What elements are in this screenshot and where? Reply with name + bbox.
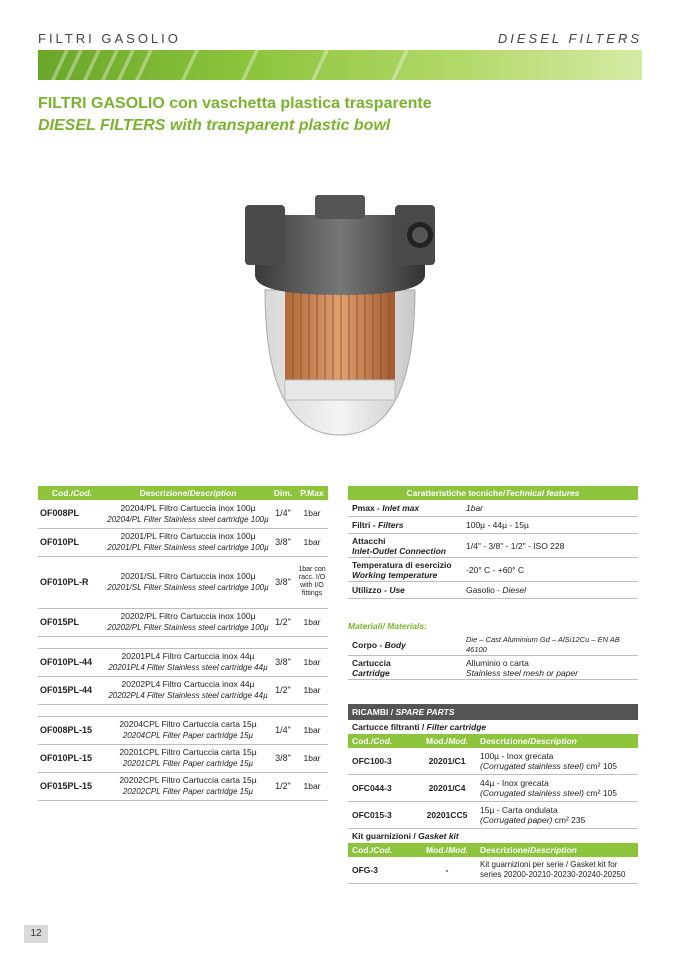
tech-row-connection: Attacchi Inlet-Outlet Connection 1/4" - 3/8" - 1/2" - ISO 228 bbox=[348, 534, 638, 558]
header-right: DIESEL FILTERS bbox=[497, 31, 642, 46]
product-table bbox=[38, 486, 328, 801]
cartridges-title: Cartucce filtranti / Filter cartridge bbox=[352, 722, 487, 732]
table-row: OF015PL-15 20202CPL Filtro Cartuccia carta 15µ 20202CPL Filter Paper cartridge 15µ 1/2" 1bar bbox=[38, 772, 328, 800]
table-row: OF010PL-44 20201PL4 Filtro Cartuccia inox 44µ 20201PL4 Filter Stainless steel cartridge 44µ 3/8" 1bar bbox=[38, 648, 328, 676]
spare-parts-bar: RICAMBI / SPARE PARTS bbox=[348, 704, 638, 720]
tech-header: Caratteristiche tecniche/Technical features bbox=[348, 486, 638, 500]
specs-panel bbox=[348, 486, 638, 884]
table-row: OFG-3 - Kit guarnizioni per serie / Gasket kit for series 20200-20210-20230-20240-20250 bbox=[348, 857, 638, 884]
tech-row-use: Utilizzo - Use Gasolio - Diesel bbox=[348, 582, 638, 599]
table-row: OFC044-3 20201/C4 44µ - Inox grecata (Corrugated stainless steel) cm² 105 bbox=[348, 775, 638, 802]
header-band bbox=[38, 50, 642, 80]
tech-row-pmax: Pmax - Inlet max 1bar bbox=[348, 500, 638, 517]
material-row-cartridge: Cartuccia Cartridge Alluminio o carta Stainless steel mesh or paper bbox=[348, 656, 638, 680]
materials-title: Materiali/ Materials: bbox=[348, 621, 427, 631]
cartridges-header: Cod./Cod. Mod./Mod. Descrizione/Description bbox=[348, 734, 638, 748]
col-pmax: P.Max bbox=[296, 486, 328, 500]
header-left: FILTRI GASOLIO bbox=[38, 31, 181, 46]
page-title-en: DIESEL FILTERS with transparent plastic bowl bbox=[38, 117, 391, 134]
tech-row-filters: Filtri - Filters 100µ - 44µ - 15µ bbox=[348, 517, 638, 534]
table-row: OF010PL 20201/PL Filtro Cartuccia inox 100µ 20201/PL Filter Stainless steel cartridge 100µ 3/8" 1bar bbox=[38, 528, 328, 556]
page-number: 12 bbox=[24, 925, 48, 943]
table-row: OFC100-3 20201/C1 100µ - Inox grecata (Corrugated stainless steel) cm² 105 bbox=[348, 748, 638, 775]
table-spacer bbox=[38, 704, 328, 716]
gasket-title: Kit guarnizioni / Gasket kit bbox=[352, 831, 459, 841]
table-spacer bbox=[38, 636, 328, 648]
table-row: OFC015-3 20201CC5 15µ - Carta ondulata (Corrugated paper) cm² 235 bbox=[348, 802, 638, 829]
material-row-body: Corpo - Body Die – Cast Aluminium Gd – AlSi12Cu – EN AB 46100 bbox=[348, 635, 638, 656]
filter-product-image bbox=[245, 195, 435, 455]
col-cod: Cod./Cod. bbox=[38, 486, 106, 500]
table-row: OF015PL 20202/PL Filtro Cartuccia inox 100µ 20202/PL Filter Stainless steel cartridge 100µ 1/2" 1bar bbox=[38, 608, 328, 636]
table-row: OF015PL-44 20202PL4 Filtro Cartuccia inox 44µ 20202PL4 Filter Stainless steel cartridge 44µ 1/2" 1bar bbox=[38, 676, 328, 704]
col-dim: Dim. bbox=[270, 486, 296, 500]
table-row: OF008PL-15 20204CPL Filtro Cartuccia carta 15µ 20204CPL Filter Paper cartridge 15µ 1/4" 1bar bbox=[38, 716, 328, 744]
table-row: OF010PL-15 20201CPL Filtro Cartuccia carta 15µ 20201CPL Filter Paper cartridge 15µ 3/8" 1bar bbox=[38, 744, 328, 772]
gasket-header: Cod./Cod. Mod./Mod. Descrizione/Description bbox=[348, 843, 638, 857]
page-title-it: FILTRI GASOLIO con vaschetta plastica trasparente bbox=[38, 95, 432, 112]
table-row: OF008PL 20204/PL Filtro Cartuccia inox 100µ 20204/PL Filter Stainless steel cartridge 100µ 1/4" 1bar bbox=[38, 500, 328, 528]
table-row: OF010PL-R 20201/SL Filtro Cartuccia inox 100µ 20201/SL Filter Stainless steel cartridge 100µ 3/8" 1bar con racc. I/O with I/O fittings bbox=[38, 556, 328, 608]
tech-row-temperature: Temperatura di esercizio Working temperature -20° C - +60° C bbox=[348, 558, 638, 582]
col-desc: Descrizione/Description bbox=[106, 486, 270, 500]
